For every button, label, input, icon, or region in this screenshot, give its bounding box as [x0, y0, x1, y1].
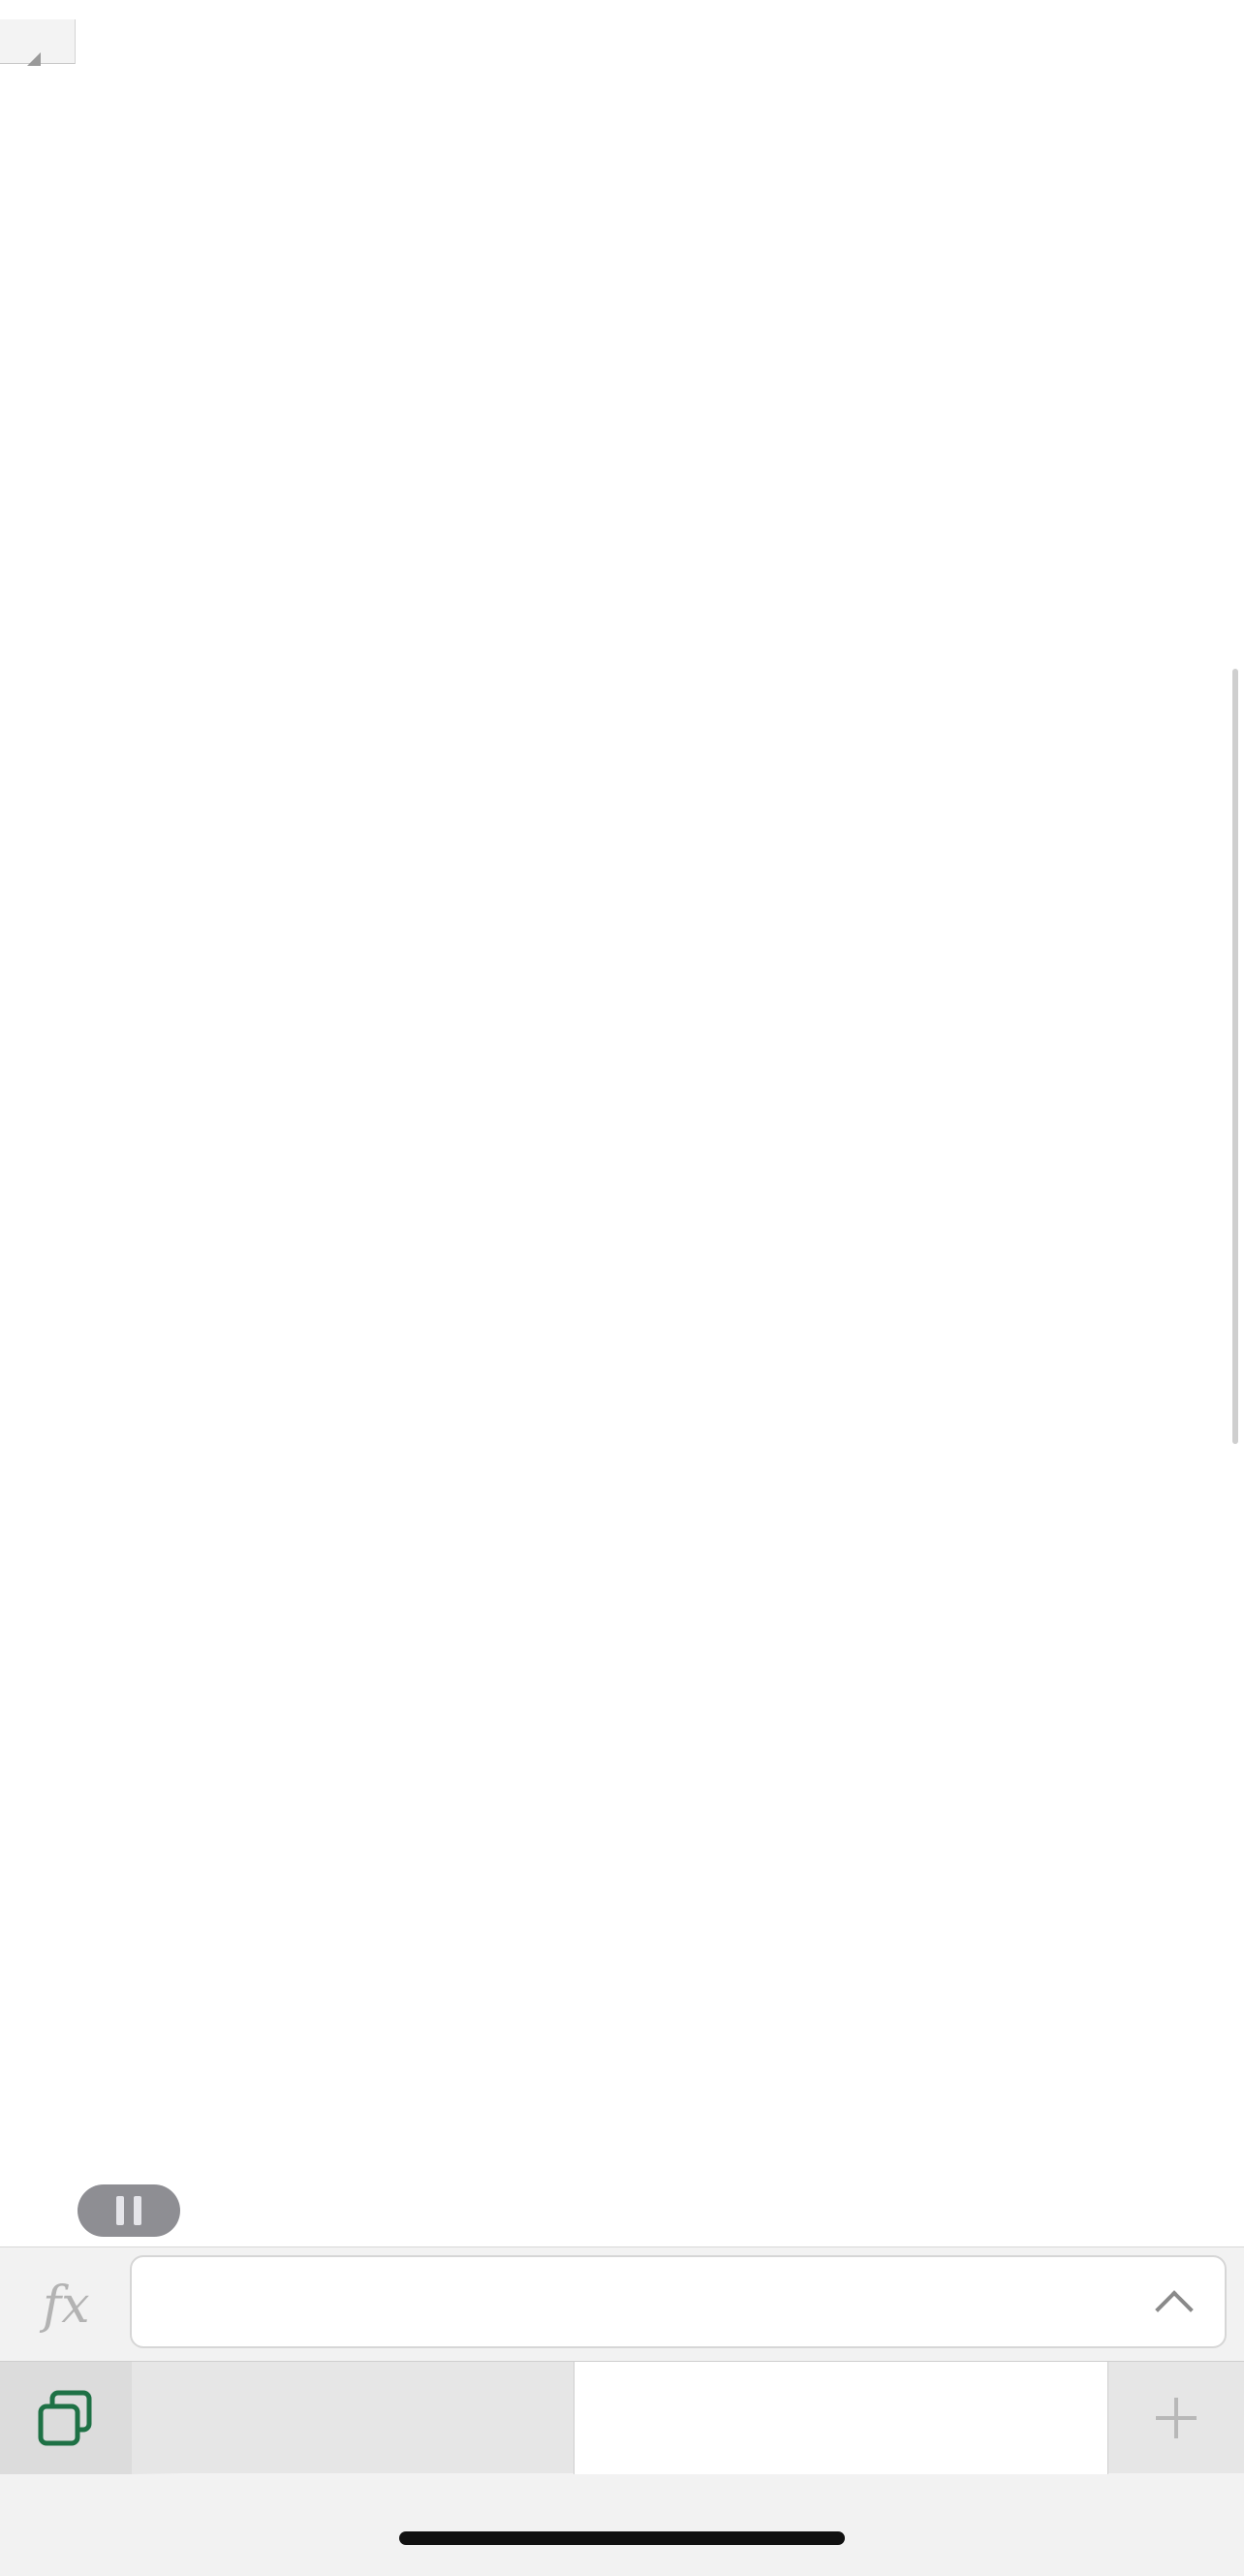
add-sheet-button[interactable] — [1108, 2362, 1244, 2474]
vertical-scrollbar[interactable] — [1232, 669, 1238, 1444]
sheet-tab-bar — [0, 2361, 1244, 2473]
select-all-corner[interactable] — [0, 19, 76, 64]
pause-button[interactable] — [78, 2184, 180, 2237]
select-all-triangle-icon — [27, 52, 41, 66]
pause-icon — [116, 2196, 124, 2225]
formula-input-box[interactable] — [130, 2255, 1227, 2348]
fx-icon[interactable]: fx — [43, 2277, 90, 2335]
tab-rated-journals-alph[interactable] — [132, 2362, 574, 2474]
formula-input[interactable] — [149, 2275, 1118, 2333]
chevron-up-icon[interactable] — [1155, 2290, 1194, 2329]
formula-bar — [0, 2246, 1244, 2361]
sheet-switcher-button[interactable] — [0, 2362, 132, 2474]
home-indicator — [399, 2531, 845, 2545]
pause-icon — [134, 2196, 141, 2225]
sheets-icon — [35, 2387, 97, 2449]
plus-icon — [1152, 2394, 1200, 2442]
tab-rated-journals-by[interactable] — [574, 2362, 1108, 2474]
